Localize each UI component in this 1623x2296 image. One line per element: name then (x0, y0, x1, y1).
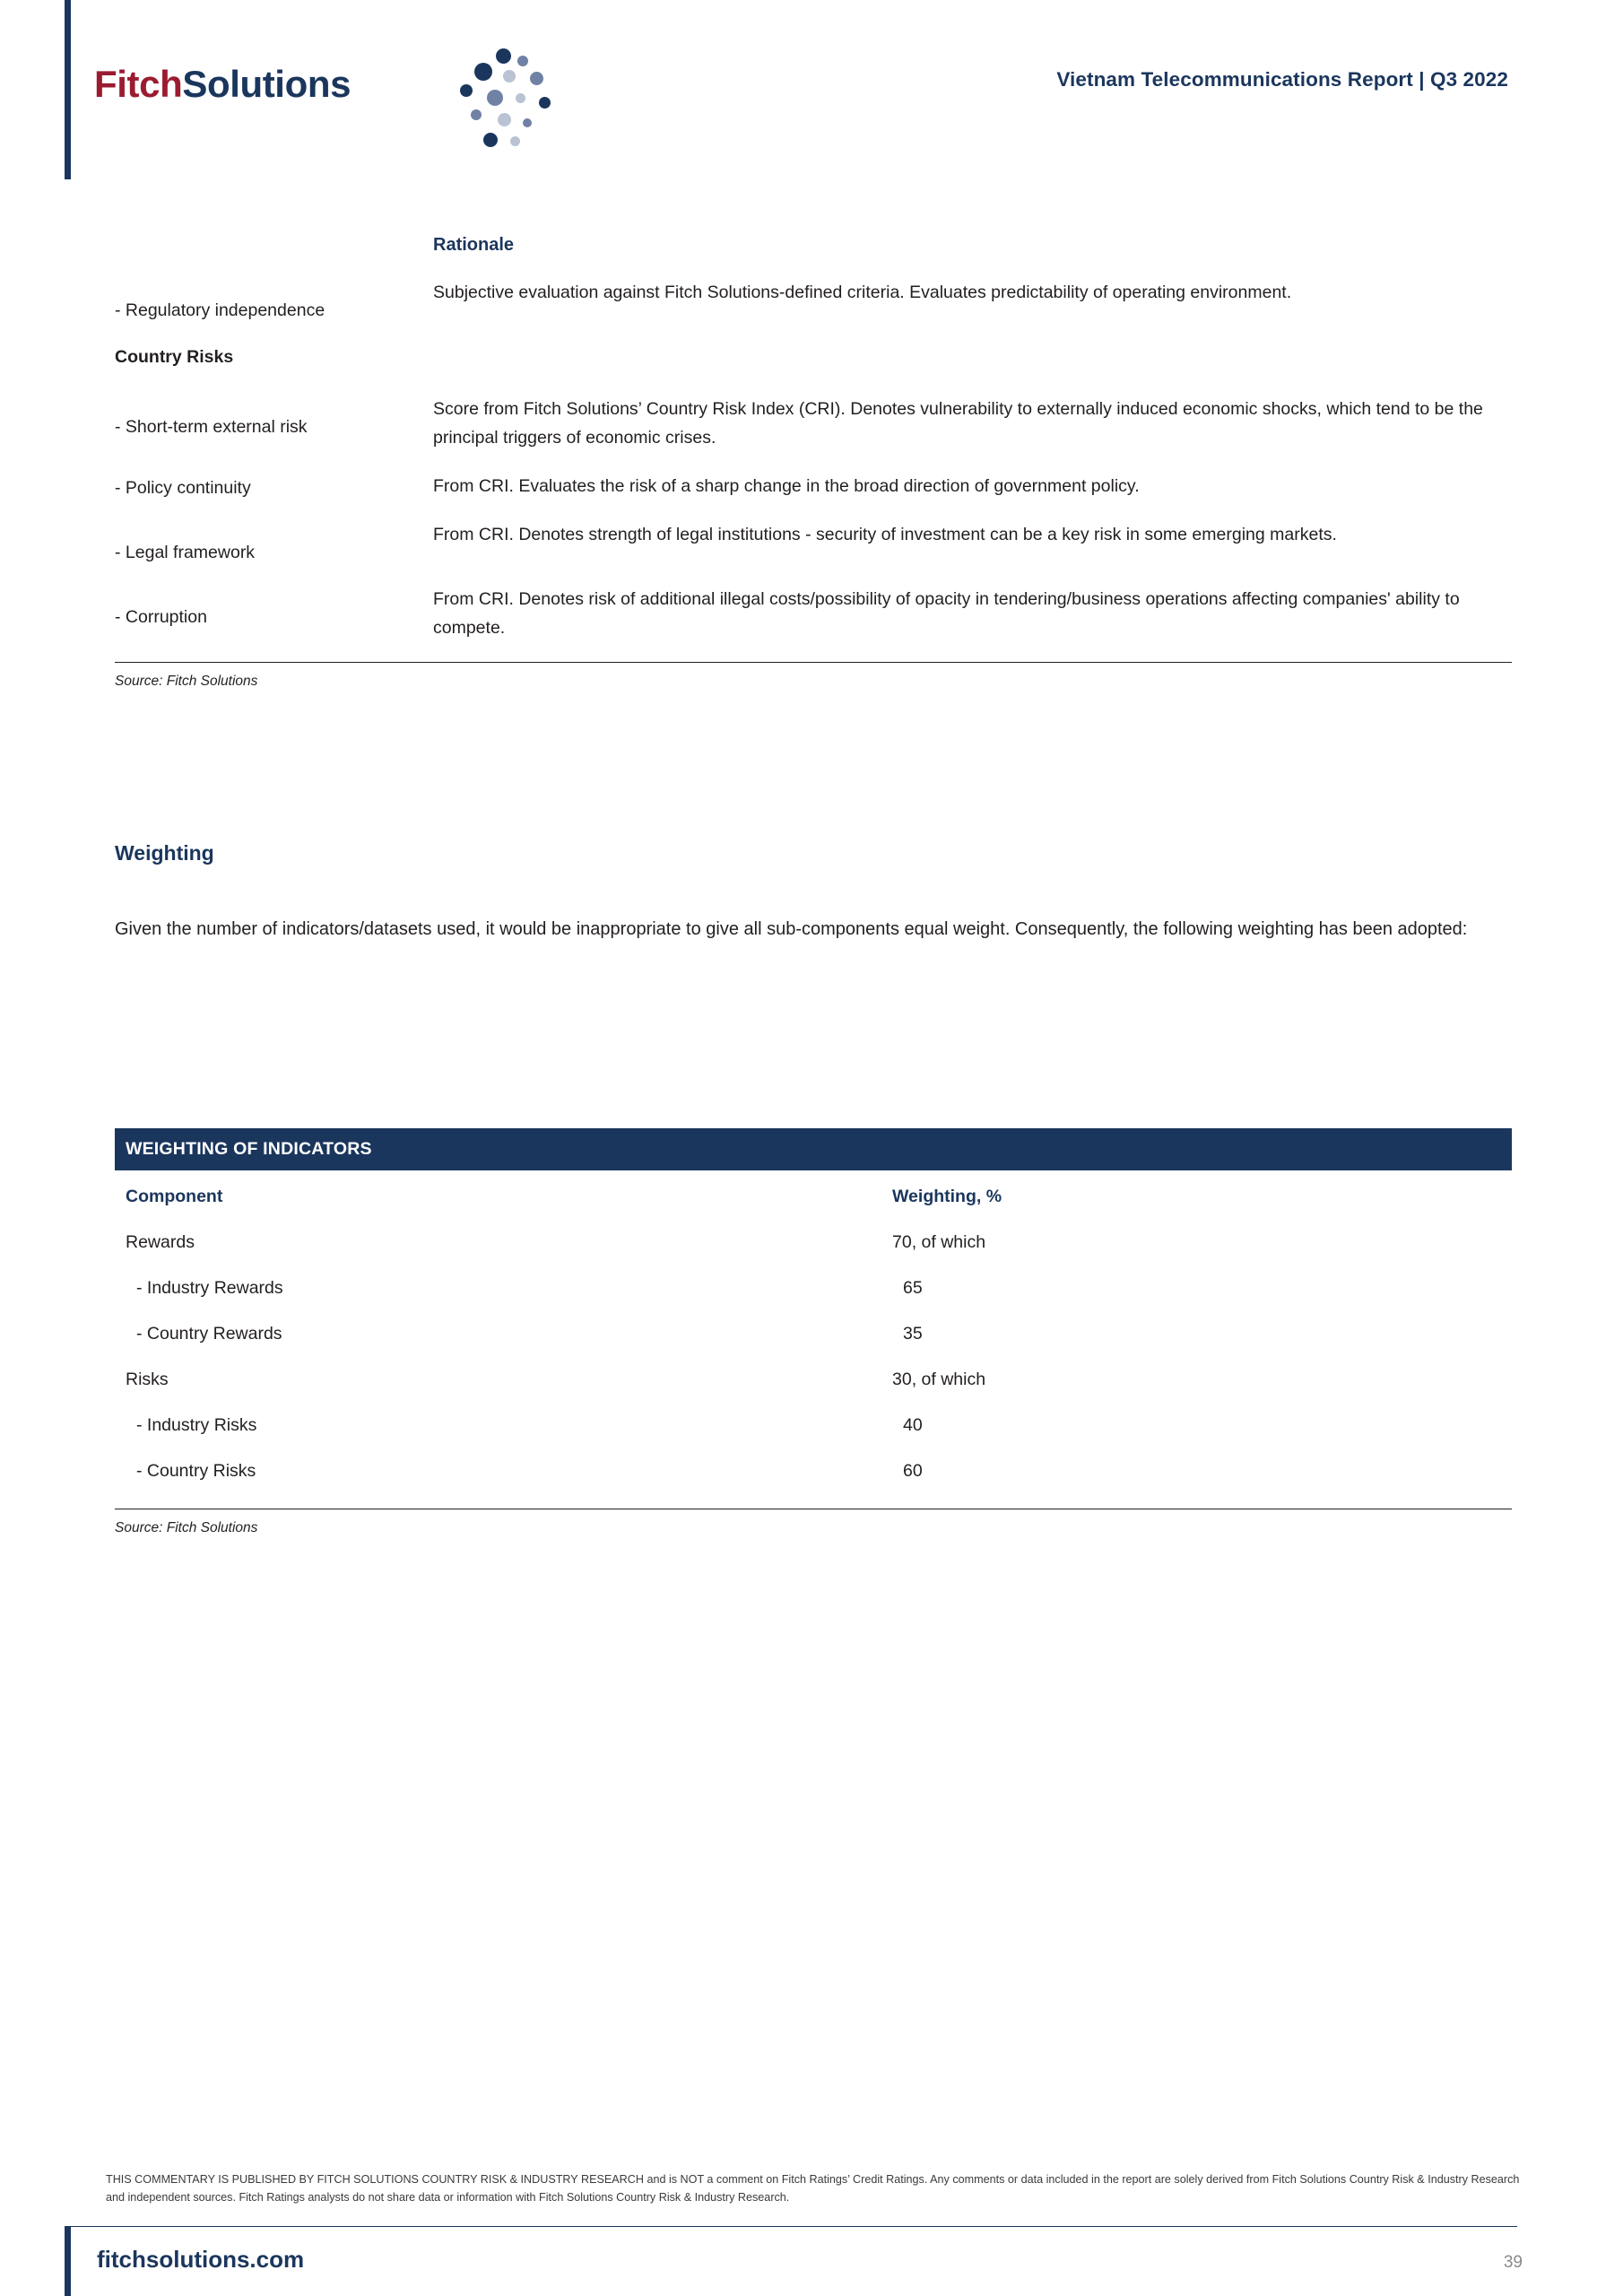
weighting-component: Risks (126, 1370, 169, 1389)
rationale-row-text: From CRI. Denotes risk of additional illegal costs/possibility of opacity in tendering/business operations affecting companies' ability to compete. (433, 589, 1460, 638)
rationale-row-label: - Regulatory independence (115, 300, 325, 320)
weighting-component: Rewards (126, 1232, 195, 1252)
rationale-source: Source: Fitch Solutions (115, 674, 258, 690)
weighting-of-indicators-table (115, 1128, 1512, 1536)
table-row (115, 1357, 1512, 1403)
table-row (115, 586, 1512, 642)
section-title-weighting: Weighting (115, 841, 214, 865)
rationale-row-text: From CRI. Denotes strength of legal institutions - security of investment can be a key risk in some emerging markets. (433, 524, 1337, 544)
weighting-value: 30, of which (892, 1370, 986, 1389)
rationale-row-label: - Policy continuity (115, 477, 251, 498)
footer-accent-bar (65, 2226, 71, 2296)
rationale-row-label: Country Risks (115, 347, 234, 368)
weighting-value: 60 (903, 1461, 923, 1481)
weighting-value: 65 (903, 1278, 923, 1298)
logo-dot-cluster-icon (456, 47, 582, 154)
rationale-row-label: - Legal framework (115, 542, 256, 562)
weighting-table-title: WEIGHTING OF INDICATORS (115, 1128, 1512, 1170)
table-row (115, 1220, 1512, 1265)
page-header (0, 0, 1623, 184)
rationale-row-text: Subjective evaluation against Fitch Solutions-defined criteria. Evaluates predictability of operating environment. (433, 283, 1292, 302)
table-row (115, 396, 1512, 452)
logo-fitch-text: Fitch (94, 63, 183, 105)
weighting-component: - Country Rewards (136, 1324, 282, 1344)
table-row (115, 1311, 1512, 1357)
weighting-component: - Industry Rewards (136, 1278, 283, 1298)
section-body-weighting: Given the number of indicators/datasets used, it would be inappropriate to give all sub-components equal weight. Consequently, the following weighting has been adopted: (115, 919, 1468, 939)
table-row (115, 473, 1512, 501)
table-row (115, 1448, 1512, 1494)
page-footer (0, 2152, 1623, 2296)
footer-disclaimer: THIS COMMENTARY IS PUBLISHED BY FITCH SOLUTIONS COUNTRY RISK & INDUSTRY RESEARCH and is NOT a comment on Fitch Ratings’ Credit Ratings. Any comments or data included in the report are solely derived from Fitch Solutions Country Risk & Industry Research and independent sources. Fitch Ratings analysts do not share data or information with Fitch Solutions Country Risk & Industry Research. (106, 2173, 1520, 2205)
rationale-row-label: - Short-term external risk (115, 417, 308, 438)
weighting-value: 70, of which (892, 1232, 986, 1252)
fitch-solutions-logo (94, 47, 507, 154)
table-row (115, 1265, 1512, 1311)
table-row (115, 344, 1512, 370)
table-row (115, 1403, 1512, 1448)
weighting-value: 40 (903, 1415, 923, 1435)
rationale-row-label: - Corruption (115, 607, 207, 628)
header-accent-bar (65, 0, 71, 179)
rationale-row-text: From CRI. Evaluates the risk of a sharp change in the broad direction of government policy. (433, 475, 1140, 496)
report-title: Vietnam Telecommunications Report | Q3 2022 (1056, 68, 1508, 91)
rationale-column-header: Rationale (433, 235, 515, 255)
weighting-component: - Industry Risks (136, 1415, 257, 1435)
rationale-table (115, 235, 1512, 690)
logo-wordmark (94, 63, 351, 106)
page-number: 39 (1503, 2253, 1523, 2272)
weighting-table-column-headers (115, 1170, 1512, 1220)
logo-solutions-text: Solutions (182, 63, 352, 105)
table-row (115, 521, 1512, 566)
weighting-table-source: Source: Fitch Solutions (115, 1520, 258, 1535)
table-row (115, 279, 1512, 324)
rationale-row-text: Score from Fitch Solutions’ Country Risk Index (CRI). Denotes vulnerability to externally induced economic shocks, which tend to be the principal triggers of economic crises. (433, 399, 1483, 448)
column-header-weighting: Weighting, % (892, 1187, 1002, 1206)
footer-website-link[interactable]: fitchsolutions.com (97, 2246, 305, 2273)
table-bottom-rule (115, 662, 1512, 663)
weighting-component: - Country Risks (136, 1461, 256, 1481)
weighting-value: 35 (903, 1324, 923, 1344)
footer-divider (65, 2226, 1517, 2227)
column-header-component: Component (126, 1187, 223, 1206)
